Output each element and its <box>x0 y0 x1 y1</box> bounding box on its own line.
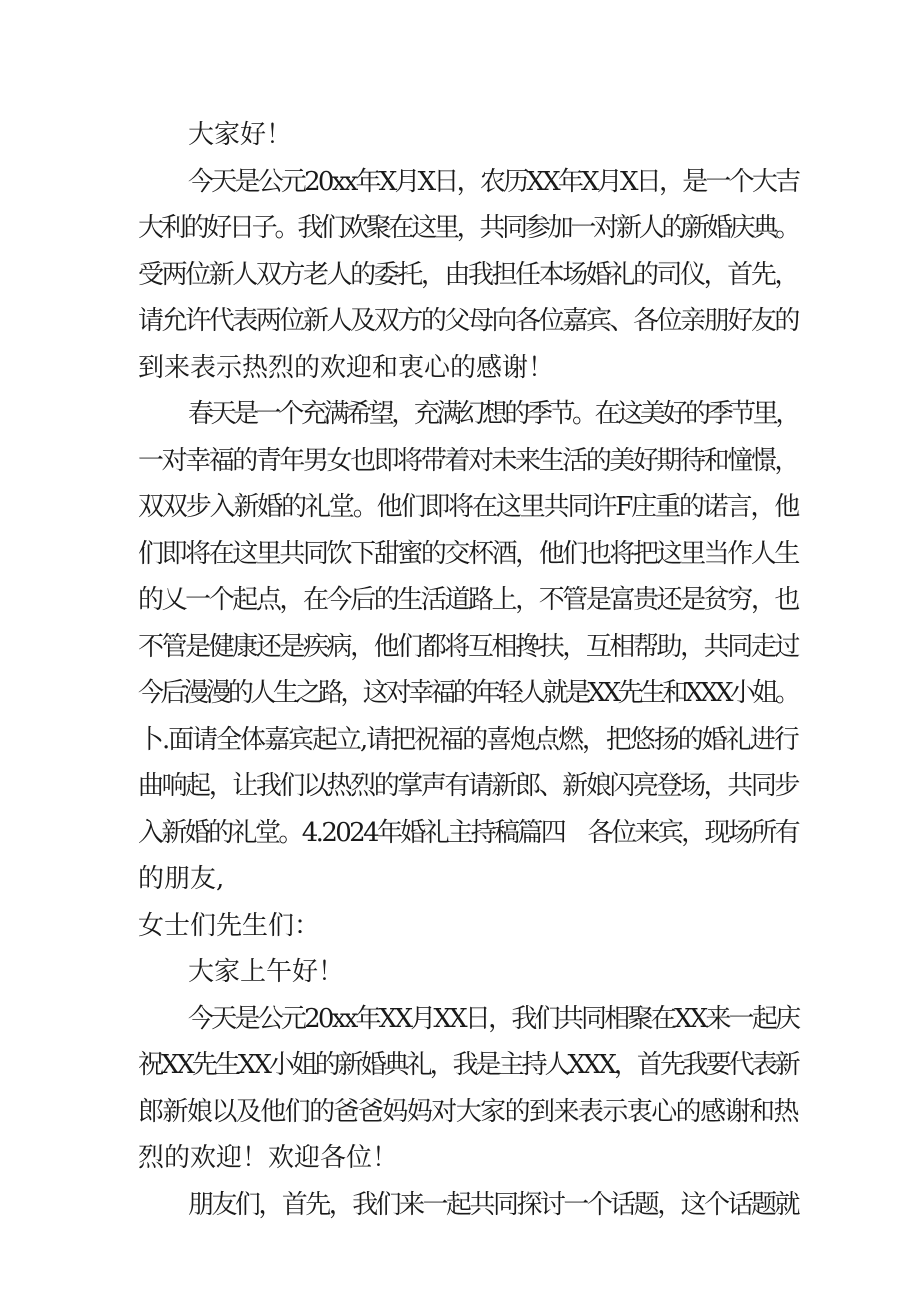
text-line: 到来表示热烈的欢迎和衷心的感谢！ <box>138 352 555 383</box>
text-line: 受两位新人双方老人的委托，由我担任本场婚礼的司仪，首先， <box>138 259 798 290</box>
document-body <box>138 112 798 1228</box>
text-line: 大家上午好！ <box>188 957 345 987</box>
text-line: 曲响起，让我们以热烈的掌声有请新郎、新娘闪亮登场，共同步 <box>138 771 798 801</box>
text-line: 今天是公元20xx年X月X日，农历XX年X月X日，是一个大吉 <box>188 166 799 197</box>
text-line: 的朋友, <box>138 864 225 894</box>
text-line: 们即将在这里共同饮下甜蜜的交杯酒，他们也将把这里当作人生 <box>138 538 798 569</box>
text-line: 祝XX先生XX小姐的新婚典礼，我是主持人XXX，首先我要代表新 <box>138 1050 798 1080</box>
text-line: 请允许代表两位新人及双方的父母向各位嘉宾、各位亲朋好友的 <box>138 306 798 336</box>
text-line: 双双步入新婚的礼堂。他们即将在这里共同许F庄重的诺言，他 <box>138 492 799 522</box>
text-line: 今天是公元20xx年XX月XX日，我们共同相聚在XX来一起庆 <box>188 1003 799 1034</box>
text-line: 大利的好日子。我们欢聚在这里，共同参加一对新人的新婚庆典。 <box>138 213 799 243</box>
text-line: 今后漫漫的人生之路，这对幸福的年轻人就是XX先生和XXX小姐。 <box>138 678 798 708</box>
text-line: 大家好！ <box>188 120 293 150</box>
text-line: 不管是健康还是疾病，他们都将互相搀扶，互相帮助，共同走过 <box>138 631 798 662</box>
text-line: 春天是一个充满希望，充满幻想的季节。在这美好的季节里， <box>188 399 798 429</box>
text-line: 的乂一个起点，在今后的生活道路上，不管是富贵还是贫穷，也 <box>138 585 798 615</box>
text-line: 烈的欢迎！欢迎各位！ <box>138 1143 399 1173</box>
text-line: 一对幸福的青年男女也即将带着对未来生活的美好期待和憧憬， <box>138 445 798 476</box>
text-line: 朋友们，首先，我们来一起共同探讨一个话题，这个话题就 <box>188 1189 798 1220</box>
text-line: 女士们先生们： <box>138 910 321 941</box>
text-line: 卜.面请全体嘉宾起立,请把祝福的喜炮点燃，把悠扬的婚礼进行 <box>138 724 798 755</box>
text-line: 郎新娘以及他们的爸爸妈妈对大家的到来表示衷心的感谢和热 <box>138 1096 798 1127</box>
text-line: 入新婚的礼堂。4.2024年婚礼主持稿篇四 各位来宾，现场所有 <box>138 817 799 848</box>
